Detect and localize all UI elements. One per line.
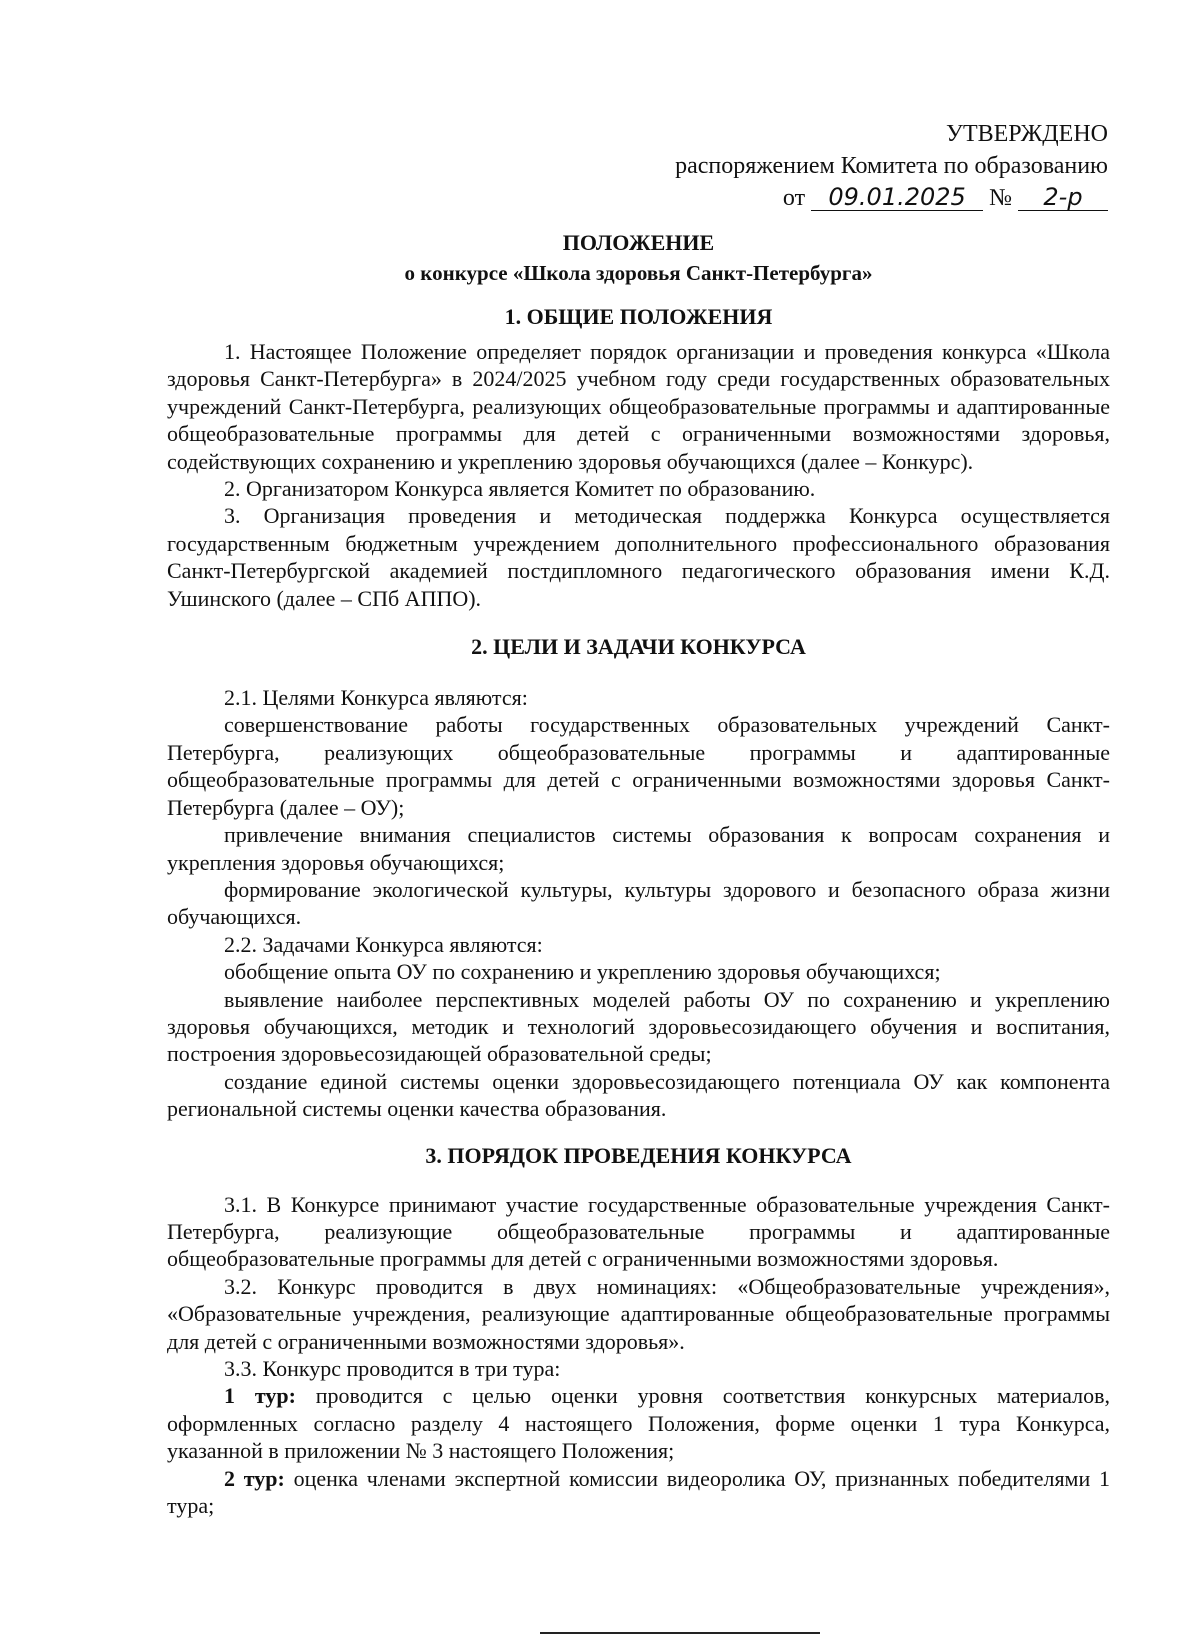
paragraph: 3. Организация проведения и методическая поддержка Конкурса осуществляется государственным бюджетным учреждением дополнительного профессионального образования Санкт-Петербургской академией постдипломного педагогического образования имени К.Д. Ушинского (далее – СПб АППО).: [167, 503, 1110, 611]
document-body: [167, 228, 1110, 1519]
approved-by-order: распоряжением Комитета по образованию: [675, 153, 1108, 179]
tour-2-paragraph: [167, 1465, 1110, 1520]
paragraph: 3.1. В Конкурсе принимают участие государственные образовательные учреждения Санкт-Петербурга, реализующие общеобразовательные программы и адаптированные общеобразовательные программы для детей с ограниченными возможностями здоровья.: [167, 1191, 1110, 1272]
paragraph: 2.2. Задачами Конкурса являются:: [224, 931, 543, 957]
paragraph: 3.3. Конкурс проводится в три тура:: [224, 1356, 561, 1381]
section-2-heading: 2. ЦЕЛИ И ЗАДАЧИ КОНКУРСА: [471, 634, 806, 660]
number-sign: №: [989, 185, 1012, 211]
paragraph: 2. Организатором Конкурса является Комитет по образованию.: [224, 476, 816, 502]
handwritten-date: 09.01.2025: [811, 184, 983, 211]
approval-stamp-block: [675, 118, 1108, 214]
tour-1-text: проводится с целью оценки уровня соответствия конкурсных материалов, оформленных согласно разделу 4 настоящего Положения, форме оценки 1 тура Конкурса, указанной в приложении № 3 настоящего Положения;: [167, 1383, 1111, 1464]
approved-label: УТВЕРЖДЕНО: [945, 121, 1108, 147]
paragraph: привлечение внимания специалистов системы образования к вопросам сохранения и укрепления здоровья обучающихся;: [167, 822, 1110, 875]
paragraph: 3.2. Конкурс проводится в двух номинациях: «Общеобразовательные учреждения», «Образовательные учреждения, реализующие адаптированные общеобразовательные программы для детей с ограниченными возможностями здоровья».: [167, 1273, 1110, 1354]
paragraph: совершенствование работы государственных образовательных учреждений Санкт-Петербурга, реализующих общеобразовательные программы и адаптированные общеобразовательные программы для детей с ограниченными возможностями здоровья Санкт-Петербурга (далее – ОУ);: [167, 712, 1110, 820]
tour-1-label: 1 тур:: [224, 1383, 296, 1409]
paragraph: 2.1. Целями Конкурса являются:: [224, 685, 528, 711]
handwritten-number: 2-р: [1018, 184, 1108, 211]
paragraph: выявление наиболее перспективных моделей работы ОУ по сохранению и укреплению здоровья обучающихся, методик и технологий здоровьесозидающего обучения и воспитания, построения здоровьесозидающей образовательной среды;: [167, 986, 1110, 1067]
paragraph: 1. Настоящее Положение определяет порядок организации и проведения конкурса «Школа здоровья Санкт-Петербурга» в 2024/2025 учебном году среди государственных образовательных учреждений Санкт-Петербурга, реализующих общеобразовательные программы и адаптированные общеобразовательные программы для детей с ограниченными возможностями здоровья, содействующих сохранению и укреплению здоровья обучающихся (далее – Конкурс).: [167, 339, 1110, 474]
section-3-heading: 3. ПОРЯДОК ПРОВЕДЕНИЯ КОНКУРСА: [425, 1142, 852, 1168]
document-title: ПОЛОЖЕНИЕ: [562, 230, 715, 255]
paragraph: создание единой системы оценки здоровьесозидающего потенциала ОУ как компонента региональной системы оценки качества образования.: [167, 1068, 1110, 1122]
tour-2-label: 2 тур:: [224, 1465, 285, 1491]
paragraph: формирование экологической культуры, культуры здорового и безопасного образа жизни обучающихся.: [167, 876, 1110, 930]
from-prefix: от: [782, 185, 806, 211]
section-1-heading: 1. ОБЩИЕ ПОЛОЖЕНИЯ: [504, 304, 773, 329]
paragraph: обобщение опыта ОУ по сохранению и укреплению здоровья обучающихся;: [224, 959, 941, 985]
document-subtitle: о конкурсе «Школа здоровья Санкт-Петербурга»: [404, 261, 873, 285]
order-date-number-line: [675, 182, 1108, 214]
tour-1-paragraph: [167, 1382, 1110, 1464]
page-bottom-rule: [540, 1632, 820, 1634]
tour-2-text: оценка членами экспертной комиссии видеоролика ОУ, признанных победителями 1 тура;: [167, 1465, 1111, 1519]
